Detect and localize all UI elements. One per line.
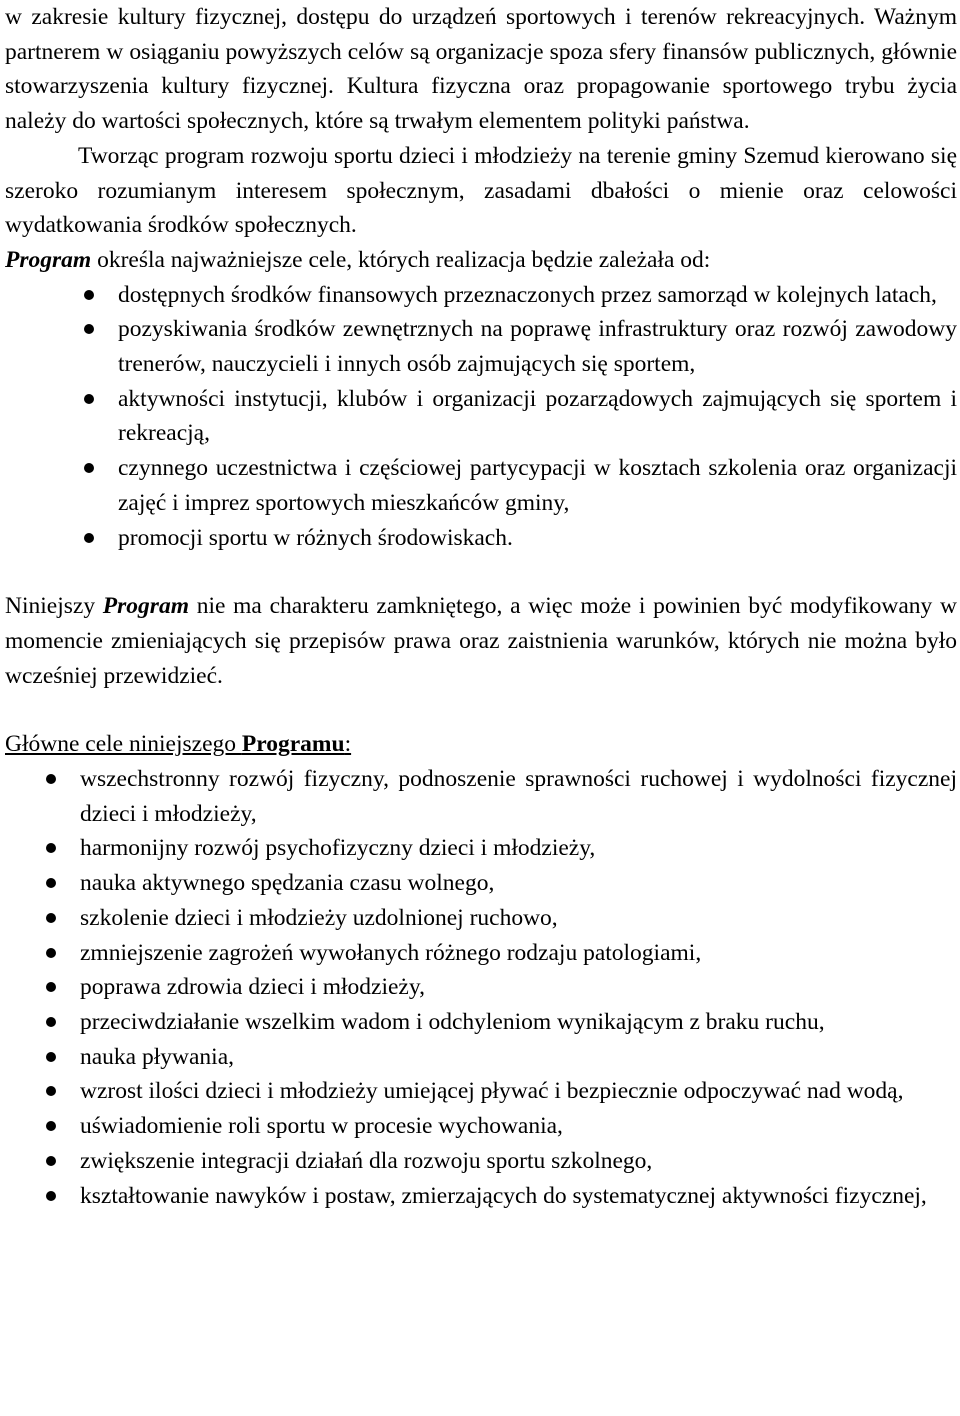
list-item xyxy=(5,1179,957,1214)
bullet-icon xyxy=(46,878,56,888)
goals-heading xyxy=(5,727,957,762)
bullet-icon xyxy=(46,1086,56,1096)
note-lead: Niniejszy xyxy=(5,593,103,620)
program-term: Programu xyxy=(241,731,345,758)
list-item xyxy=(5,382,957,451)
list-item-text: promocji sportu w różnych środowiskach. xyxy=(118,524,513,551)
list-item-text: nauka pływania, xyxy=(80,1043,235,1070)
list-item-text: dostępnych środków finansowych przeznaczonych przez samorząd w kolejnych latach, xyxy=(118,281,937,308)
goals-heading-lead: Główne cele niniejszego xyxy=(5,731,242,758)
goals-list xyxy=(5,762,957,1213)
list-item-text: uświadomienie roli sportu w procesie wychowania, xyxy=(80,1113,563,1140)
list-item xyxy=(5,1005,957,1040)
list-item xyxy=(5,1074,957,1109)
intro-paragraph-3 xyxy=(5,243,957,278)
bullet-icon xyxy=(84,290,94,300)
intro-paragraph-2: Tworząc program rozwoju sportu dzieci i młodzieży na terenie gminy Szemud kierowano się szeroko rozumianym interesem społecznym, zasadami dbałości o mienie oraz celowości wydatkowania środków społecznych. xyxy=(5,142,957,239)
bullet-icon xyxy=(84,394,94,404)
list-item-text: harmonijny rozwój psychofizyczny dzieci i młodzieży, xyxy=(80,835,596,862)
list-item-text: przeciwdziałanie wszelkim wadom i odchyleniom wynikającym z braku ruchu, xyxy=(80,1008,825,1035)
bullet-icon xyxy=(46,1017,56,1027)
list-item xyxy=(5,901,957,936)
program-term: Program xyxy=(102,593,189,620)
list-item-text: czynnego uczestnictwa i częściowej partycypacji w kosztach szkolenia oraz organizacji zajęć i imprez sportowych mieszkańców gminy, xyxy=(118,455,957,516)
list-item-text: kształtowanie nawyków i postaw, zmierzających do systematycznej aktywności fizycznej, xyxy=(80,1182,927,1209)
bullet-icon xyxy=(46,913,56,923)
bullet-icon xyxy=(46,843,56,853)
spacer xyxy=(5,693,957,727)
bullet-icon xyxy=(46,1121,56,1131)
list-item-text: szkolenie dzieci i młodzieży uzdolnionej ruchowo, xyxy=(80,904,558,931)
bullet-icon xyxy=(84,324,94,334)
intro-paragraph-3-text: określa najważniejsze cele, których realizacja będzie zależała od: xyxy=(91,246,711,273)
list-item xyxy=(5,1040,957,1075)
list-item-text: zmniejszenie zagrożeń wywołanych różnego rodzaju patologiami, xyxy=(80,939,702,966)
list-item xyxy=(5,970,957,1005)
list-item-text: nauka aktywnego spędzania czasu wolnego, xyxy=(80,870,495,897)
note-text: nie ma charakteru zamkniętego, a więc może i powinien być modyfikowany w momencie zmieniających się przepisów prawa oraz zaistnienia warunków, których nie można było wcześniej przewidzieć. xyxy=(5,593,957,689)
list-item-text: zwiększenie integracji działań dla rozwoju sportu szkolnego, xyxy=(80,1147,653,1174)
dependencies-list xyxy=(5,278,957,556)
list-item-text: aktywności instytucji, klubów i organizacji pozarządowych zajmujących się sportem i rekreacją, xyxy=(118,385,957,447)
list-item-text: pozyskiwania środków zewnętrznych na poprawę infrastruktury oraz rozwój zawodowy trenerów, nauczycieli i innych osób zajmujących się sportem, xyxy=(118,316,957,378)
goals-heading-colon: : xyxy=(344,731,352,758)
bullet-icon xyxy=(46,1156,56,1166)
list-item xyxy=(5,831,957,866)
program-term: Program xyxy=(5,246,92,273)
list-item xyxy=(5,1109,957,1144)
bullet-icon xyxy=(46,1052,56,1062)
bullet-icon xyxy=(46,982,56,992)
list-item-text: wszechstronny rozwój fizyczny, podnoszenie sprawności ruchowej i wydolności fizycznej dzieci i młodzieży, xyxy=(80,766,957,827)
bullet-icon xyxy=(84,533,94,543)
list-item xyxy=(5,278,957,313)
bullet-icon xyxy=(46,948,56,958)
list-item xyxy=(5,521,957,556)
spacer xyxy=(5,555,957,589)
list-item-text: poprawa zdrowia dzieci i młodzieży, xyxy=(80,974,425,1001)
list-item xyxy=(5,762,957,831)
list-item-text: wzrost ilości dzieci i młodzieży umiejącej pływać i bezpiecznie odpoczywać nad wodą, xyxy=(80,1078,904,1105)
list-item xyxy=(5,866,957,901)
list-item xyxy=(5,936,957,971)
bullet-icon xyxy=(46,1191,56,1201)
bullet-icon xyxy=(84,463,94,473)
intro-paragraph-1: w zakresie kultury fizycznej, dostępu do urządzeń sportowych i terenów rekreacyjnych. Ważnym partnerem w osiąganiu powyższych celów są organizacje spoza sfery finansów publicznych, głównie stowarzyszenia kultury fizycznej. Kultura fizyczna oraz propagowanie sportowego trybu życia należy do wartości społecznych, które są trwałym elementem polityki państwa. xyxy=(5,4,957,135)
list-item xyxy=(5,312,957,381)
list-item xyxy=(5,451,957,520)
bullet-icon xyxy=(46,774,56,784)
note-paragraph xyxy=(5,589,957,693)
list-item xyxy=(5,1144,957,1179)
